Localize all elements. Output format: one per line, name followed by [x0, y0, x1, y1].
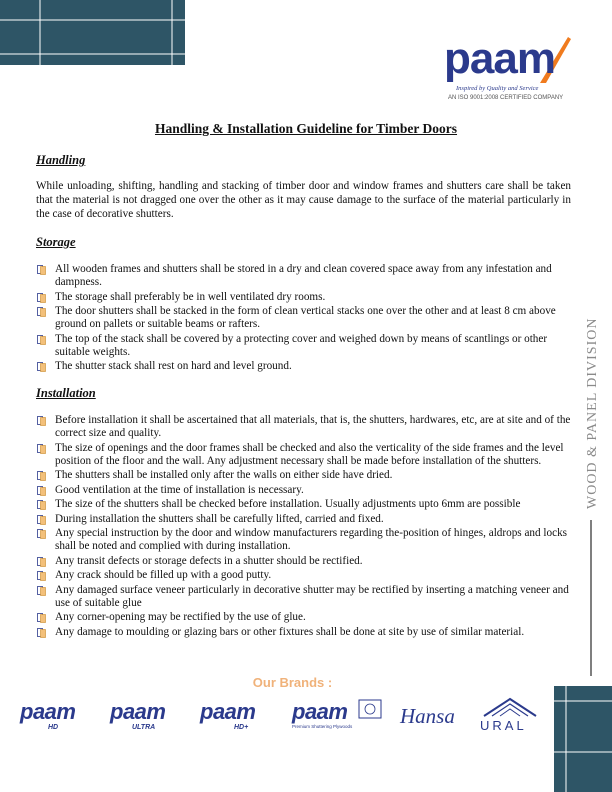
- bullet-icon: [37, 557, 47, 567]
- corner-decoration-top-left: [0, 0, 185, 65]
- brand-sub: HD: [48, 724, 59, 731]
- list-item-text: The size of openings and the door frames shall be checked and also the verticality of the side frames and the level position of the floor and the wall. Any adjustment necessary shall be made before installation of the shutters.: [55, 441, 564, 467]
- list-item-text: Any damage to moulding or glazing bars or other fixtures shall be done at site by use of similar material.: [55, 625, 525, 638]
- bullet-icon: [37, 500, 47, 510]
- brand-wordmark: paam: [110, 699, 166, 724]
- side-division-text: WOOD & PANEL DIVISION: [585, 317, 600, 509]
- bullet-icon: [37, 265, 47, 275]
- list-item-text: Any crack should be filled up with a good putty.: [55, 569, 272, 581]
- list-item: [36, 498, 576, 511]
- list-item-text: During installation the shutters shall be carefully lifted, carried and fixed.: [55, 512, 384, 525]
- list-item-text: The shutters shall be installed only after the walls on either side have dried.: [55, 469, 393, 481]
- list-item-text: Any damaged surface veneer particularly in decorative shutter may be rectified by inserting a matching veneer and use of suitable glue: [55, 583, 569, 609]
- bullet-icon: [37, 571, 47, 581]
- brand-sub: Premium Shuttering Plywoods: [292, 724, 353, 729]
- list-item-text: Any corner-opening may be rectified by the use of glue.: [55, 611, 306, 623]
- list-item: [36, 414, 576, 440]
- logo-tagline: Inspired by Quality and Service: [456, 85, 539, 92]
- bullet-icon: [37, 628, 47, 638]
- list-item: [36, 469, 576, 482]
- list-item: [36, 626, 576, 639]
- brand-ural-text: URAL: [480, 718, 527, 733]
- list-item-text: The door shutters shall be stacked in the form of clean vertical stacks one over the other and at least 8 cm above ground on pallets or suitable beams or rafters.: [55, 305, 556, 330]
- list-item: [36, 527, 576, 553]
- list-item: [36, 513, 576, 526]
- list-item: [36, 333, 576, 359]
- list-item-text: Before installation it shall be ascertained that all materials, that is, the shutters, hardwares, etc, are at site and of the correct size and quality.: [55, 414, 571, 439]
- list-item: [36, 442, 576, 468]
- company-logo: [438, 35, 574, 111]
- premium-seal-icon: [358, 699, 382, 719]
- storage-list: [36, 263, 576, 375]
- bullet-icon: [37, 613, 47, 623]
- list-item: [36, 584, 576, 610]
- list-item: [36, 611, 576, 624]
- brand-hansa-text: Hansa: [400, 704, 455, 728]
- page-title: Handling & Installation Guideline for Timber Doors: [154, 121, 458, 136]
- list-item: [36, 305, 576, 331]
- list-item-text: Any transit defects or storage defects in a shutter should be rectified.: [55, 554, 363, 567]
- brand-paam-premium: [292, 700, 352, 740]
- brand-wordmark: paam: [292, 699, 348, 724]
- corner-decoration-bottom-right: [554, 686, 612, 792]
- logo-wordmark: paam: [444, 34, 555, 83]
- list-item-text: The size of the shutters shall be checked before installation. Usually adjustments upto 6mm are possible: [55, 498, 521, 510]
- list-item: [36, 263, 576, 289]
- brand-wordmark: paam: [200, 699, 256, 724]
- bullet-icon: [37, 486, 47, 496]
- list-item: [36, 360, 576, 373]
- list-item: [36, 484, 576, 497]
- bullet-icon: [37, 444, 47, 454]
- handling-heading: Handling: [36, 153, 86, 167]
- brands-label: Our Brands :: [252, 675, 333, 690]
- bullet-icon: [37, 529, 47, 539]
- list-item-text: Any special instruction by the door and window manufacturers regarding the-position of hinges, aldrops and locks shall be noted and complied with during installation.: [55, 527, 568, 552]
- logo-certification: AN ISO 9001:2008 CERTIFIED COMPANY: [448, 95, 564, 101]
- list-item-text: The top of the stack shall be covered by a protecting cover and weighed down by means of scantlings or other suitable weights.: [55, 332, 548, 358]
- list-item-text: The storage shall preferably be in well ventilated dry rooms.: [55, 290, 326, 303]
- bullet-icon: [37, 416, 47, 426]
- storage-heading: Storage: [36, 235, 76, 249]
- brand-paam-hd: [20, 700, 75, 740]
- list-item: [36, 555, 576, 568]
- brand-paam-hd-plus: [200, 700, 255, 740]
- bullet-icon: [37, 471, 47, 481]
- list-item-text: All wooden frames and shutters shall be stored in a dry and clean covered space away from any infestation and dampness.: [55, 263, 552, 288]
- bullet-icon: [37, 515, 47, 525]
- bullet-icon: [37, 293, 47, 303]
- brand-sub: ULTRA: [132, 724, 156, 731]
- side-division-label: [576, 304, 606, 509]
- installation-heading: Installation: [36, 386, 96, 400]
- list-item: [36, 569, 576, 582]
- handling-paragraph: While unloading, shifting, handling and stacking of timber door and window frames and shutters care shall be taken that the material is not dragged one over the other as it may cause damage to the surface of the material particularly in the case of decorative shutters.: [36, 180, 571, 220]
- brand-paam-ultra: [110, 700, 165, 740]
- bullet-icon: [37, 586, 47, 596]
- side-divider-line: [590, 520, 592, 676]
- list-item: [36, 291, 576, 304]
- brand-hansa: [400, 704, 455, 744]
- installation-list: [36, 414, 576, 640]
- bullet-icon: [37, 335, 47, 345]
- bullet-icon: [37, 362, 47, 372]
- brand-sub: HD+: [234, 724, 249, 731]
- brand-wordmark: paam: [20, 699, 76, 724]
- brand-ural: [480, 696, 540, 736]
- list-item-text: Good ventilation at the time of installation is necessary.: [55, 483, 304, 496]
- list-item-text: The shutter stack shall rest on hard and level ground.: [55, 360, 292, 372]
- ural-roof-icon: [480, 696, 540, 718]
- bullet-icon: [37, 307, 47, 317]
